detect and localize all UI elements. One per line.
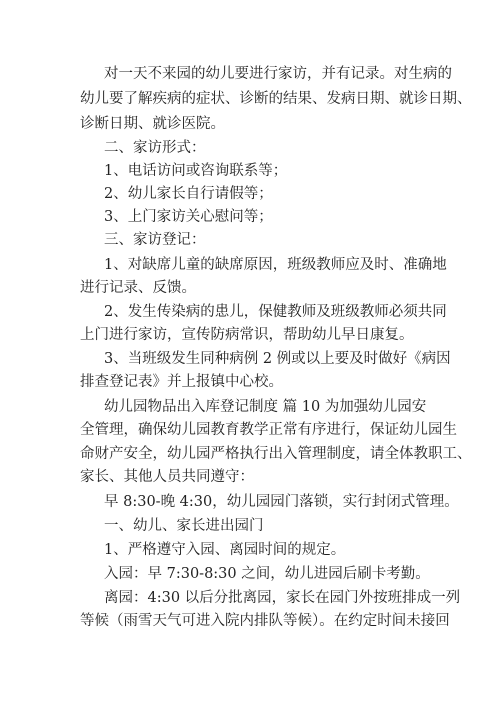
list-item: 2、幼儿家长自行请假等； [104, 186, 273, 202]
paragraph-line: 对一天不来园的幼儿要进行家访，并有记录。对生病的 [104, 66, 452, 82]
paragraph-line: 上门进行家访，宣传防病常识，帮助幼儿早日康复。 [80, 327, 414, 343]
paragraph-line: 早 8:30-晚 4:30，幼儿园园门落锁，实行封闭式管理。 [104, 494, 459, 510]
list-item: 3、当班级发生同种病例 2 例或以上要及时做好《病因 [104, 351, 451, 367]
paragraph-line: 家长、其他人员共同遵守： [80, 469, 254, 485]
paragraph-line: 诊断日期、就诊医院。 [80, 116, 225, 132]
paragraph-line: 进行记录、反馈。 [80, 280, 196, 296]
paragraph-line: 离园：4:30 以后分批离园，家长在园门外按班排成一列 [104, 590, 461, 606]
paragraph-line: 命财产安全，幼儿园严格执行出入管理制度，请全体教职工、 [80, 446, 472, 462]
paragraph-line: 等候（雨雪天气可进入院内排队等候）。在约定时间未接回 [80, 613, 450, 629]
list-item: 3、上门家访关心慰问等； [104, 209, 273, 225]
list-item: 1、严格遵守入园、离园时间的规定。 [104, 542, 346, 558]
paragraph-line: 全管理，确保幼儿园教育教学正常有序进行，保证幼儿园生 [80, 422, 457, 438]
section-heading: 三、家访登记： [104, 232, 206, 248]
paragraph-line: 幼儿要了解疾病的症状、诊断的结果、发病日期、就诊日期、 [80, 91, 472, 107]
paragraph-line: 排查登记表》并上报镇中心校。 [80, 374, 283, 390]
list-item: 1、电话访问或咨询联系等； [104, 163, 288, 179]
list-item: 1、对缺席儿童的缺席原因，班级教师应及时、准确地 [104, 257, 447, 273]
paragraph-line: 入园：早 7:30-8:30 之间，幼儿进园后刷卡考勤。 [104, 566, 430, 582]
section-heading: 二、家访形式： [104, 140, 206, 156]
section-heading: 一、幼儿、家长进出园门 [104, 518, 264, 534]
article-title-line: 幼儿园物品出入库登记制度 篇 10 为加强幼儿园安 [104, 399, 427, 415]
list-item: 2、发生传染病的患儿，保健教师及班级教师必须共同 [104, 304, 447, 320]
